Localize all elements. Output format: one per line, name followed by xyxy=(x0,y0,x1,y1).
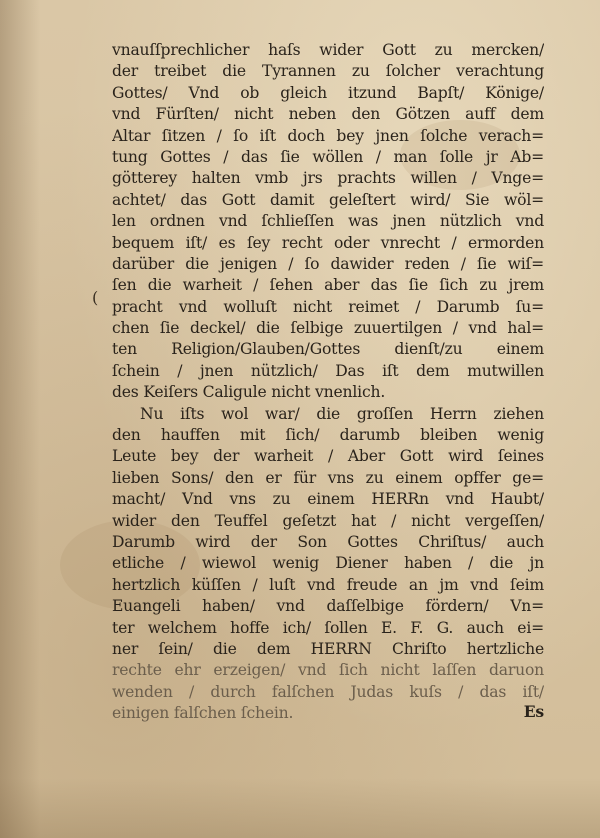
page-shadow-bottom xyxy=(0,778,600,838)
text-line: Nu iſts wol war/ die groſſen Herrn ziehen xyxy=(140,404,544,423)
text-line: etliche / wiewol wenig Diener haben / die jn xyxy=(112,554,544,573)
text-line: Leute bey der warheit / Aber Gott wird ſeines xyxy=(112,447,544,466)
text-line: darüber die jenigen / ſo dawider reden / ſie wiſ= xyxy=(112,254,544,273)
text-line: vnauſſprechlicher haſs wider Gott zu mercken/ xyxy=(112,41,544,59)
text-line: Darumb wird der Son Gottes Chriſtus/ auch xyxy=(112,532,544,551)
text-line: ſen die warheit / ſehen aber das ſie ſich zu jrem xyxy=(112,276,544,295)
text-line: götterey halten vmb jrs prachts willen / Vnge= xyxy=(112,169,544,188)
text-line: bequem iſt/ es ſey recht oder vnrecht / ermorden xyxy=(112,233,544,252)
text-line: hertzlich küſſen / luſt vnd freude an jm vnd ſeim xyxy=(112,575,544,594)
text-line: wider den Teuffel geſetzt hat / nicht vergeſſen/ xyxy=(112,511,544,530)
text-line: Euangeli haben/ vnd daſſelbige fördern/ Vn= xyxy=(112,597,544,616)
text-line: Gottes/ Vnd ob gleich itzund Bapſt/ Könige/ xyxy=(112,83,544,102)
text-line: achtet/ das Gott damit geleſtert wird/ Sie wöl= xyxy=(112,190,544,209)
text-line: ner ſein/ die dem HERRN Chriſto hertzliche xyxy=(112,639,544,658)
catchword: Es xyxy=(523,702,544,722)
text-block xyxy=(112,40,544,725)
text-line: ten Religion/Glauben/Gottes dienſt/zu einem xyxy=(112,340,544,359)
text-line: des Keiſers Caligule nicht vnenlich. xyxy=(112,383,386,402)
text-line: rechte ehr erzeigen/ vnd ſich nicht laſſen daruon xyxy=(112,661,544,680)
page-shadow-left xyxy=(0,0,40,838)
text-line: Altar ſitzen / ſo iſt doch bey jnen ſolche verach= xyxy=(112,126,544,145)
margin-mark: ( xyxy=(92,288,99,307)
text-line: ſchein / jnen nützlich/ Das iſt dem mutwillen xyxy=(112,361,544,380)
text-line: der treibet die Tyrannen zu ſolcher verachtung xyxy=(112,62,544,81)
text-line: den hauffen mit ſich/ darumb bleiben wenig xyxy=(112,426,544,445)
text-line: pracht vnd wolluſt nicht reimet / Darumb ſu= xyxy=(112,297,544,316)
text-line: vnd Fürſten/ nicht neben den Götzen auff dem xyxy=(112,105,544,124)
text-line: macht/ Vnd vns zu einem HERRn vnd Haubt/ xyxy=(112,490,544,509)
text-line: ter welchem hoffe ich/ ſollen E. F. G. auch ei= xyxy=(112,618,544,637)
text-line: len ordnen vnd ſchlieſſen was jnen nützlich vnd xyxy=(112,212,544,231)
text-line: lieben Sons/ den er für vns zu einem opffer ge= xyxy=(112,468,544,487)
text-line: einigen falſchen ſchein. xyxy=(112,704,294,723)
text-line: tung Gottes / das ſie wöllen / man ſolle jr Ab= xyxy=(112,147,544,166)
text-line: chen ſie deckel/ die ſelbige zuuertilgen / vnd hal= xyxy=(112,319,544,338)
text-line: wenden / durch falſchen Judas kuſs / das iſt/ xyxy=(112,682,544,701)
